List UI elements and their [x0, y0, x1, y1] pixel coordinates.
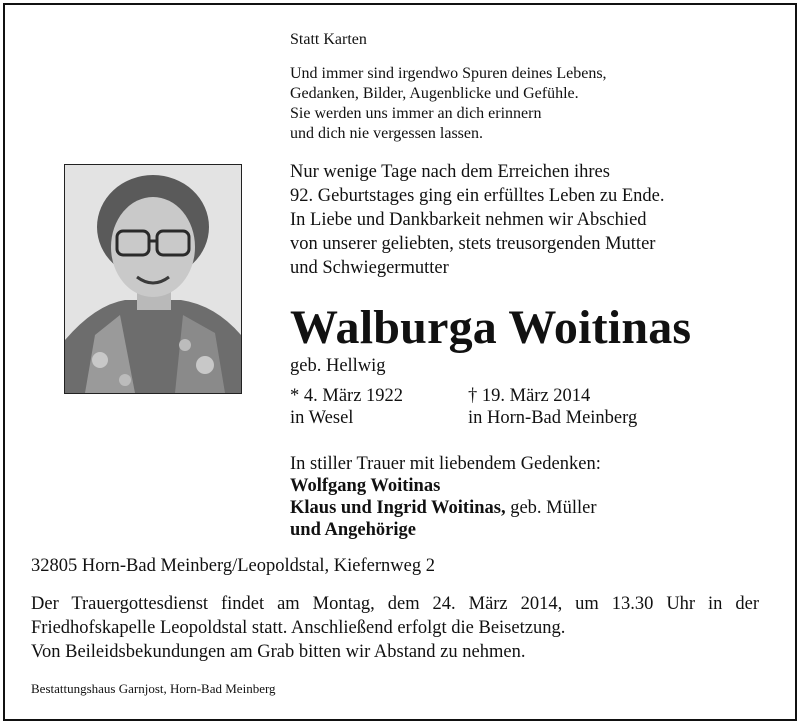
service-line: Friedhofskapelle Leopoldstal statt. Anschließend erfolgt die Beisetzung.: [31, 618, 566, 638]
deceased-name: Walburga Woitinas: [290, 301, 692, 354]
mourner-maiden: geb. Müller: [505, 498, 597, 518]
birth-date: * 4. März 1922: [290, 386, 404, 406]
intro-line: Nur wenige Tage nach dem Erreichen ihres: [290, 162, 610, 182]
death-place: in Horn-Bad Meinberg: [468, 408, 638, 428]
mourner-name: Klaus und Ingrid Woitinas,: [290, 498, 506, 518]
death-date: † 19. März 2014: [468, 386, 591, 406]
mourner-name: Wolfgang Woitinas: [290, 476, 441, 496]
intro-line: In Liebe und Dankbarkeit nehmen wir Abschied: [290, 210, 647, 230]
mourner-relatives: und Angehörige: [290, 520, 416, 540]
birth-place: in Wesel: [290, 408, 354, 428]
address: 32805 Horn-Bad Meinberg/Leopoldstal, Kiefernweg 2: [31, 556, 435, 576]
poem-line: Sie werden uns immer an dich erinnern: [290, 105, 542, 122]
portrait-illustration: [65, 165, 241, 393]
intro-line: von unserer geliebten, stets treusorgenden Mutter: [290, 234, 656, 254]
poem-line: Und immer sind irgendwo Spuren deines Lebens,: [290, 65, 607, 82]
intro-line: 92. Geburtstages ging ein erfülltes Leben zu Ende.: [290, 186, 665, 206]
poem-line: und dich nie vergessen lassen.: [290, 125, 483, 142]
funeral-home: Bestattungshaus Garnjost, Horn-Bad Meinberg: [31, 681, 276, 696]
mourners-intro: In stiller Trauer mit liebendem Gedenken:: [290, 454, 601, 474]
service-line: Von Beileidsbekundungen am Grab bitten wir Abstand zu nehmen.: [31, 642, 526, 662]
service-line: Der Trauergottesdienst findet am Montag, dem 24. März 2014, um 13.30 Uhr in der: [31, 594, 759, 614]
portrait-photo: [64, 164, 242, 394]
intro-line: und Schwiegermutter: [290, 258, 449, 278]
service-info: [31, 592, 759, 664]
mourner-line: [290, 496, 597, 520]
maiden-name: geb. Hellwig: [290, 356, 386, 376]
header-statt-karten: Statt Karten: [290, 31, 367, 48]
poem-line: Gedanken, Bilder, Augenblicke und Gefühle.: [290, 85, 579, 102]
